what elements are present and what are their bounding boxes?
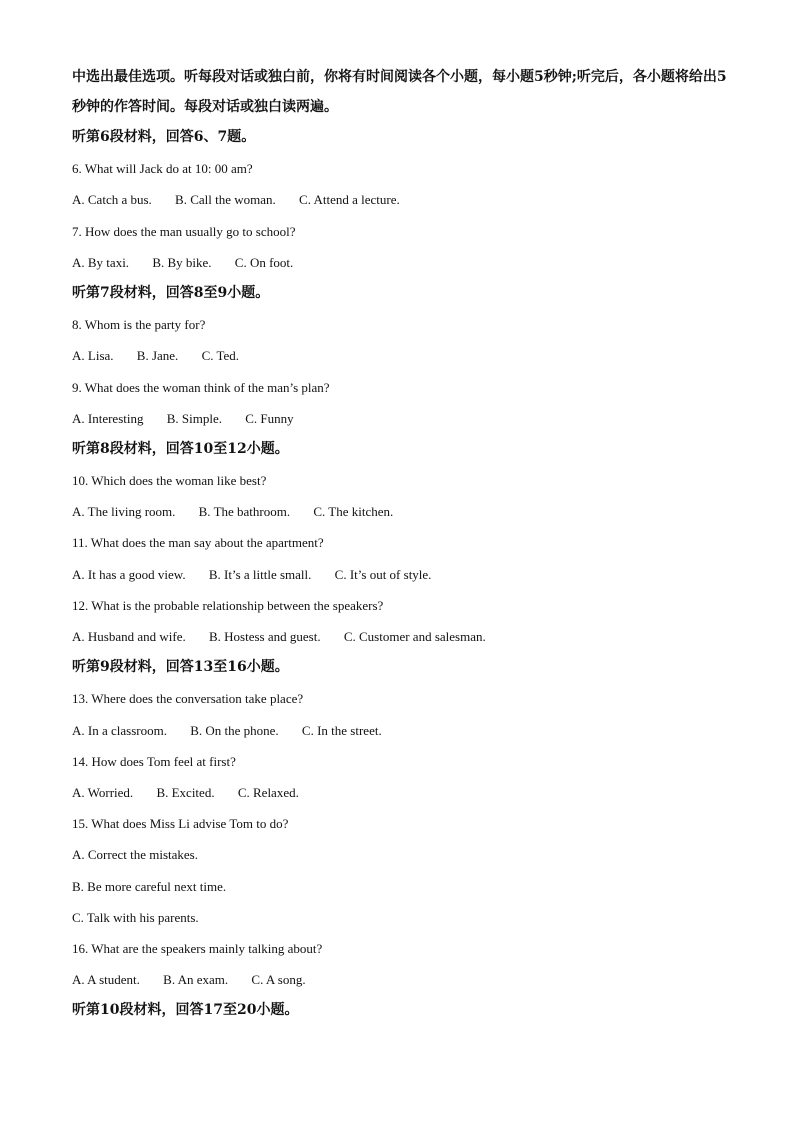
question-10: 10. Which does the woman like best? — [72, 473, 267, 489]
section-heading-8: 听第8段材料，回答10至12小题。 — [72, 440, 289, 457]
option-7b: B. By bike. — [152, 254, 212, 270]
option-8a: A. Lisa. — [72, 348, 114, 364]
question-16: 16. What are the speakers mainly talking about? — [72, 940, 323, 956]
question-8: 8. Whom is the party for? — [72, 317, 206, 333]
option-13c: C. In the street. — [301, 722, 382, 738]
option-15c: C. Talk with his parents. — [72, 909, 199, 925]
option-16c: C. A song. — [251, 972, 306, 988]
option-11a: A. It has a good view. — [72, 566, 186, 582]
option-15b: B. Be more careful next time. — [72, 878, 227, 894]
options-8 — [72, 340, 732, 371]
options-12 — [72, 621, 732, 652]
option-14a: A. Worried. — [72, 784, 134, 800]
instructions-text: 中选出最佳选项。听每段对话或独白前，你将有时间阅读各个小题，每小题5秒钟;听完后，各小题将给出5秒钟的作答时间。每段对话或独白读两遍。 — [72, 69, 727, 115]
option-10b: B. The bathroom. — [198, 504, 291, 520]
option-6a: A. Catch a bus. — [72, 192, 152, 208]
options-9 — [72, 403, 732, 434]
option-6c: C. Attend a lecture. — [299, 192, 400, 208]
option-10a: A. The living room. — [72, 504, 176, 520]
option-11c: C. It’s out of style. — [334, 566, 432, 582]
option-7a: A. By taxi. — [72, 254, 130, 270]
question-14: 14. How does Tom feel at first? — [72, 753, 236, 769]
options-10 — [72, 496, 732, 527]
options-13 — [72, 715, 732, 746]
option-16b: B. An exam. — [163, 972, 229, 988]
option-13b: B. On the phone. — [190, 722, 279, 738]
question-11: 11. What does the man say about the apartment? — [72, 535, 324, 551]
options-6 — [72, 184, 732, 215]
question-9: 9. What does the woman think of the man’s plan? — [72, 379, 330, 395]
options-14 — [72, 777, 732, 808]
option-8b: B. Jane. — [136, 348, 179, 364]
options-7 — [72, 247, 732, 278]
question-12: 12. What is the probable relationship between the speakers? — [72, 597, 384, 613]
option-13a: A. In a classroom. — [72, 722, 167, 738]
option-6b: B. Call the woman. — [175, 192, 276, 208]
option-9a: A. Interesting — [72, 410, 144, 426]
option-11b: B. It’s a little small. — [208, 566, 312, 582]
question-15: 15. What does Miss Li advise Tom to do? — [72, 816, 289, 832]
option-15a: A. Correct the mistakes. — [72, 847, 198, 863]
option-10c: C. The kitchen. — [313, 504, 394, 520]
section-heading-10: 听第10段材料，回答17至20小题。 — [72, 1002, 299, 1019]
option-9c: C. Funny — [245, 410, 294, 426]
section-heading-7: 听第7段材料，回答8至9小题。 — [72, 284, 270, 301]
exam-page — [72, 62, 732, 1026]
option-7c: C. On foot. — [234, 254, 294, 270]
section-heading-9: 听第9段材料，回答13至16小题。 — [72, 659, 289, 676]
option-12a: A. Husband and wife. — [72, 629, 186, 644]
option-14c: C. Relaxed. — [237, 784, 299, 800]
section-heading-6: 听第6段材料，回答6、7题。 — [72, 129, 256, 145]
question-13: 13. Where does the conversation take place? — [72, 691, 304, 707]
question-6: 6. What will Jack do at 10: 00 am? — [72, 161, 253, 177]
options-11 — [72, 559, 732, 590]
option-8c: C. Ted. — [201, 348, 240, 364]
options-16 — [72, 964, 732, 995]
question-7: 7. How does the man usually go to school? — [72, 223, 296, 239]
option-12c: C. Customer and salesman. — [343, 629, 486, 644]
option-12b: B. Hostess and guest. — [208, 629, 321, 644]
option-16a: A. A student. — [72, 972, 140, 988]
option-9b: B. Simple. — [166, 410, 222, 426]
option-14b: B. Excited. — [156, 784, 215, 800]
